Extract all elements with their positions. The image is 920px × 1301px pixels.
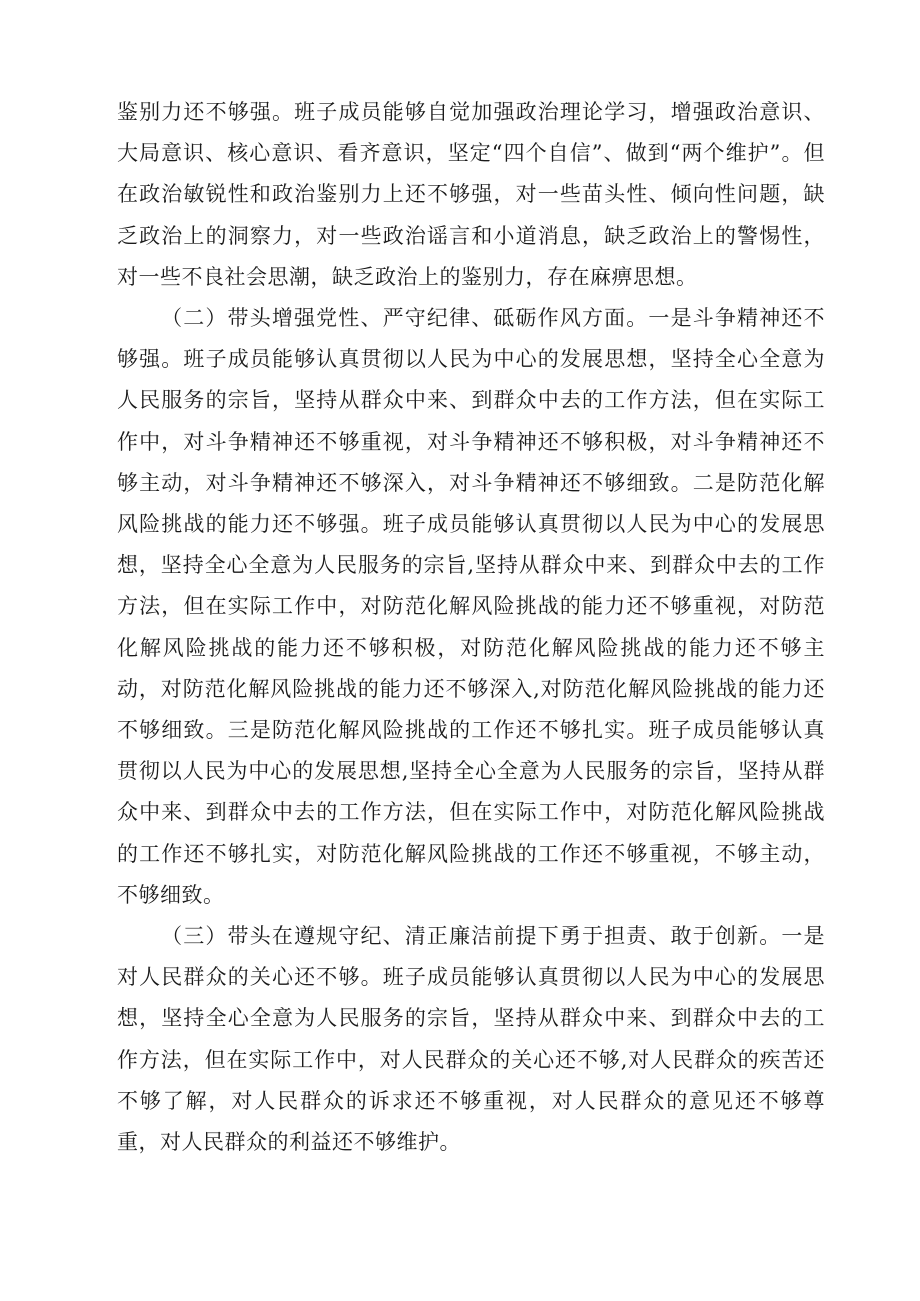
paragraph-section-two: （二）带头增强党性、严守纪律、砥砺作风方面。一是斗争精神还不够强。班子成员能够认真贯彻以人民为中心的发展思想，坚持全心全意为人民服务的宗旨，坚持从群众中来、到群众中去的工作方法，但在实际工作中，对斗争精神还不够重视，对斗争精神还不够积极，对斗争精神还不够主动，对斗争精神还不够深入，对斗争精神还不够细致。二是防范化解风险挑战的能力还不够强。班子成员能够认真贯彻以人民为中心的发展思想，坚持全心全意为人民服务的宗旨,坚持从群众中来、到群众中去的工作方法，但在实际工作中，对防范化解风险挑战的能力还不够重视，对防范化解风险挑战的能力还不够积极，对防范化解风险挑战的能力还不够主动，对防范化解风险挑战的能力还不够深入,对防范化解风险挑战的能力还不够细致。三是防范化解风险挑战的工作还不够扎实。班子成员能够认真贯彻以人民为中心的发展思想,坚持全心全意为人民服务的宗旨，坚持从群众中来、到群众中去的工作方法，但在实际工作中，对防范化解风险挑战的工作还不够扎实，对防范化解风险挑战的工作还不够重视，不够主动，不够细致。: [117, 306, 825, 907]
paragraph-section-three: （三）带头在遵规守纪、清正廉洁前提下勇于担责、敢于创新。一是对人民群众的关心还不够。班子成员能够认真贯彻以人民为中心的发展思想，坚持全心全意为人民服务的宗旨，坚持从群众中来、到群众中去的工作方法，但在实际工作中，对人民群众的关心还不够,对人民群众的疾苦还不够了解，对人民群众的诉求还不够重视，对人民群众的意见还不够尊重，对人民群众的利益还不够维护。: [117, 924, 825, 1155]
document-body: [117, 92, 825, 1163]
paragraph-political-discernment: 鉴别力还不够强。班子成员能够自觉加强政治理论学习，增强政治意识、大局意识、核心意识、看齐意识，坚定“四个自信”、做到“两个维护”。但在政治敏锐性和政治鉴别力上还不够强，对一些苗头性、倾向性问题，缺乏政治上的洞察力，对一些政治谣言和小道消息，缺乏政治上的警惕性，对一些不良社会思潮，缺乏政治上的鉴别力，存在麻痹思想。: [117, 100, 825, 289]
